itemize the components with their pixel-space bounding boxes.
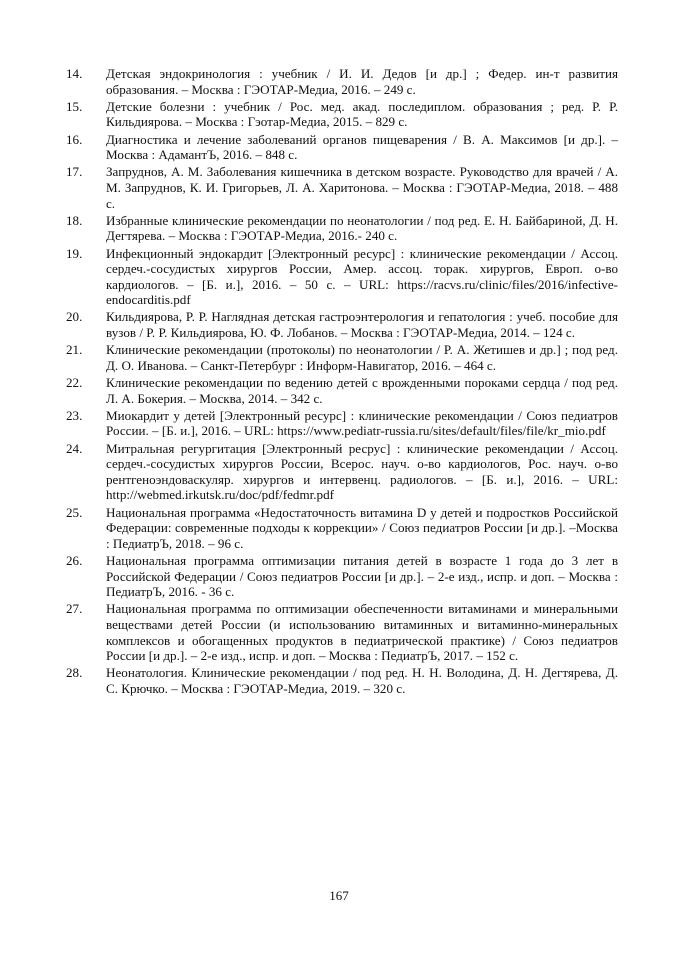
reference-number: 28. <box>66 665 83 681</box>
reference-item <box>66 309 618 340</box>
reference-text: Инфекционный эндокардит [Электронный ресурс] : клинические рекомендации / Ассоц. сердеч.-сосудистых хирургов России, Амер. ассоц. торак. хирургов, Европ. о-во кардиологов. – [Б. и.], 2016. – 50 с. – URL: https://racvs.ru/clinic/files/2016/infective-endocarditis.pdf <box>106 245 618 308</box>
reference-item <box>66 99 618 130</box>
reference-text: Запруднов, А. М. Заболевания кишечника в детском возрасте. Руководство для врачей / А. М. Запруднов, К. И. Григорьев, Л. А. Харитонова. – Москва : ГЭОТАР-Медиа, 2018. – 488 с. <box>106 164 618 211</box>
reference-list <box>66 66 618 698</box>
reference-text: Национальная программа по оптимизации обеспеченности витаминами и минеральными веществами детей России (и использованию витаминных и витаминно-минеральных комплексов и обогащенных продуктов в педиатрической практике) / Союз педиатров России [и др.]. – 2-е изд., испр. и доп. – Москва : ПедиатрЪ, 2017. – 152 с. <box>106 601 618 664</box>
reference-text: Национальная программа оптимизации питания детей в возрасте 1 года до 3 лет в Российской Федерации / Союз педиатров России [и др.]. – 2-е изд., испр. и доп. – Москва : ПедиатрЪ, 2016. - 36 с. <box>106 552 618 600</box>
reference-item <box>66 342 618 373</box>
reference-item <box>66 505 618 552</box>
reference-item <box>66 246 618 308</box>
reference-text: Клинические рекомендации по ведению детей с врожденными пороками сердца / под ред. Л. А. Бокерия. – Москва, 2014. – 342 с. <box>106 375 618 406</box>
reference-number: 25. <box>66 504 83 520</box>
reference-text: Детская эндокринология : учебник / И. И. Дедов [и др.] ; Федер. ин-т развития образования. – Москва : ГЭОТАР-Медиа, 2016. – 249 с. <box>106 66 618 97</box>
reference-text: Детские болезни : учебник / Рос. мед. акад. последиплом. образования ; ред. Р. Р. Кильдиярова. – Москва : Гэотар-Медиа, 2015. – 829 с. <box>106 98 618 130</box>
reference-text: Кильдиярова, Р. Р. Наглядная детская гастроэнтерология и гепатология : учеб. пособие для вузов / Р. Р. Кильдиярова, Ю. Ф. Лобанов. – Москва : ГЭОТАР-Медиа, 2014. – 124 с. <box>106 309 618 341</box>
reference-item <box>66 553 618 600</box>
reference-item <box>66 66 618 97</box>
reference-number: 24. <box>66 440 83 456</box>
reference-text: Неонатология. Клинические рекомендации / под ред. Н. Н. Володина, Д. Н. Дегтярева, Д. С. Крючко. – Москва : ГЭОТАР-Медиа, 2019. – 320 с. <box>106 665 618 696</box>
reference-number: 21. <box>66 342 83 358</box>
reference-text: Национальная программа «Недостаточность витамина D у детей и подростков Российской Федерации: современные подходы к коррекции» / Союз педиатров России [и др.]. –Москва : ПедиатрЪ, 2018. – 96 с. <box>106 504 618 551</box>
reference-item <box>66 213 618 244</box>
reference-item <box>66 665 618 696</box>
reference-text: Клинические рекомендации (протоколы) по неонатологии / Р. А. Жетишев и др.] ; под ред. Д. О. Иванова. – Санкт-Петербург : Информ-Навигатор, 2016. – 464 с. <box>106 342 618 373</box>
reference-number: 14. <box>66 66 83 81</box>
reference-text: Избранные клинические рекомендации по неонатологии / под ред. Е. Н. Байбариной, Д. Н. Дегтярева. – Москва : ГЭОТАР-Медиа, 2016.- 240 с. <box>106 212 618 244</box>
reference-item <box>66 375 618 406</box>
reference-item <box>66 601 618 663</box>
reference-number: 18. <box>66 212 83 228</box>
reference-number: 15. <box>66 98 83 114</box>
reference-number: 19. <box>66 245 83 261</box>
reference-item <box>66 408 618 439</box>
page-number: 167 <box>329 888 349 903</box>
reference-number: 17. <box>66 164 83 180</box>
reference-item <box>66 132 618 163</box>
reference-number: 26. <box>66 552 83 568</box>
reference-number: 22. <box>66 375 83 391</box>
reference-number: 27. <box>66 601 83 617</box>
reference-item <box>66 441 618 503</box>
reference-text: Миокардит у детей [Электронный ресурс] : клинические рекомендации / Союз педиатров России. – [Б. и.], 2016. – URL: https://www.pediatr-russia.ru/sites/default/files/file/kr_mio.pdf <box>106 407 618 439</box>
reference-number: 16. <box>66 131 83 147</box>
reference-number: 23. <box>66 407 83 423</box>
reference-text: Диагностика и лечение заболеваний органов пищеварения / В. А. Максимов [и др.]. – Москва : АдамантЪ, 2016. – 848 с. <box>106 131 618 163</box>
reference-number: 20. <box>66 309 83 325</box>
reference-item <box>66 164 618 211</box>
reference-text: Митральная регургитация [Электронный ресрус] : клинические рекомендации / Ассоц. сердеч.-сосудистых хирургов России, Всерос. науч. о-во кардиологов, Рос. науч. о-во рентгеноэндоваскуляр. хирургов и интервенц. радиологов. – [Б. и.], 2016. – URL: http://webmed.irkutsk.ru/doc/pdf/fedmr.pdf <box>106 440 618 503</box>
